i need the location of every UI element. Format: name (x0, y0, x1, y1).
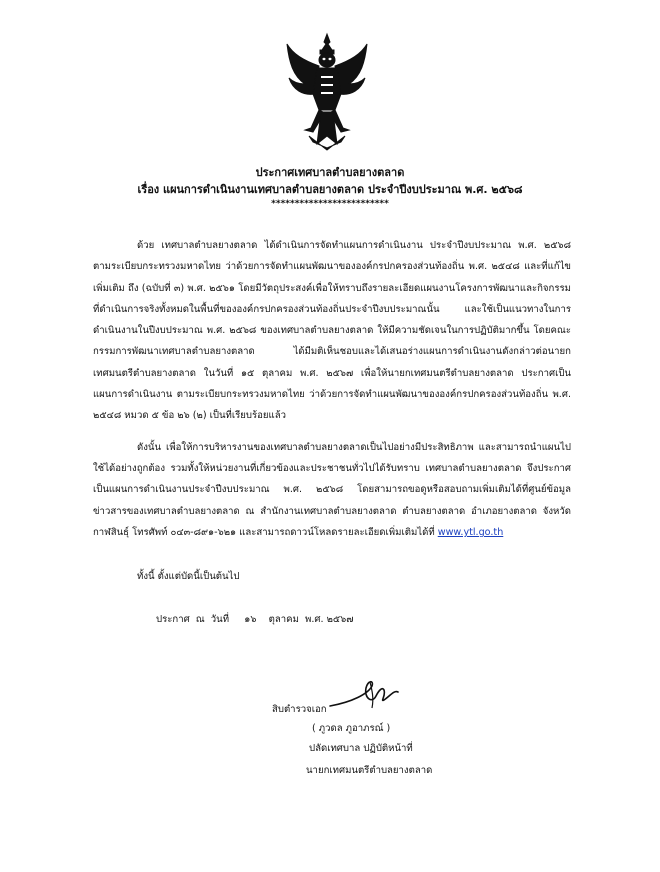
signer-rank: สิบตำรวจเอก (272, 704, 327, 715)
announcement-date: ประกาศ ณ วันที่ ๑๖ ตุลาคม พ.ศ. ๒๕๖๗ (156, 614, 354, 625)
garuda-emblem-icon (283, 32, 371, 152)
separator-line: ************************* (271, 199, 389, 209)
title-block (0, 164, 660, 210)
signer-name: ( ภูวดล ภูอาภรณ์ ) (312, 723, 391, 734)
announcement-title: ประกาศเทศบาลตำบลยางตลาด (255, 166, 405, 179)
effective-statement: ทั้งนี้ ตั้งแต่บัดนี้เป็นต้นไป (137, 571, 240, 582)
announcement-subject: เรื่อง แผนการดำเนินงานเทศบาลตำบลยางตลาด ประจำปีงบประมาณ พ.ศ. ๒๕๖๘ (137, 183, 523, 196)
paragraph-1: ด้วย เทศบาลตำบลยางตลาด ได้ดำเนินการจัดทำแผนการดำเนินงาน ประจำปีงบประมาณ พ.ศ. ๒๕๖๘ ตามระเบียบกระทรวงมหาดไทย ว่าด้วยการจัดทำแผนพัฒนาขององค์กรปกครองส่วนท้องถิ่น พ.ศ. ๒๕๔๘ และที่แก้ไขเพิ่มเติม ถึง (ฉบับที่ ๓) พ.ศ. ๒๕๖๑ โดยมีวัตถุประสงค์เพื่อให้ทราบถึงรายละเอียดแผนงานโครงการพัฒนาและกิจกรรมที่ดำเนินการจริงทั้งหมดในพื้นที่ขององค์กรปกครองส่วนท้องถิ่นประจำปีงบประมาณนั้น และใช้เป็นแนวทางในการดำเนินงานในปีงบประมาณ พ.ศ. ๒๕๖๘ ของเทศบาลตำบลยางตลาด ให้มีความชัดเจนในการปฏิบัติมากขึ้น โดยคณะกรรมการพัฒนาเทศบาลตำบลยางตลาด ได้มีมติเห็นชอบและได้เสนอร่างแผนการดำเนินงานดังกล่าวต่อนายกเทศมนตรีตำบลยางตลาด ในวันที่ ๑๕ ตุลาคม พ.ศ. ๒๕๖๗ เพื่อให้นายกเทศมนตรีตำบลยางตลาด ประกาศเป็นแผนการดำเนินงาน ตามระเบียบกระทรวงมหาดไทย ว่าด้วยการจัดทำแผนพัฒนาขององค์กรปกครองส่วนท้องถิ่น พ.ศ. ๒๕๔๘ หมวด ๕ ข้อ ๒๖ (๒) เป็นที่เรียบร้อยแล้ว (93, 240, 571, 422)
paragraph-2-text: ดังนั้น เพื่อให้การบริหารงานของเทศบาลตำบลยางตลาดเป็นไปอย่างมีประสิทธิภาพ และสามารถนำแผนไปใช้ได้อย่างถูกต้อง รวมทั้งให้หน่วยงานที่เกี่ยวข้องและประชาชนทั่วไปได้รับทราบ เทศบาลตำบลยางตลาด จึงประกาศเป็นแผนการดำเนินงานประจำปีงบประมาณ พ.ศ. ๒๕๖๘ โดยสามารถขอดูหรือสอบถามเพิ่มเติมได้ที่ศูนย์ข้อมูลข่าวสารของเทศบาลตำบลยางตลาด ณ สำนักงานเทศบาลตำบลยางตลาด ตำบลยางตลาด อำเภอยางตลาด จังหวัดกาฬสินธุ์ โทรศัพท์ ๐๔๓-๘๙๑-๖๒๑ และสามารถดาวน์โหลดรายละเอียดเพิ่มเติมได้ที่ (93, 441, 571, 538)
paragraph-2 (93, 437, 571, 543)
signer-position-1: ปลัดเทศบาล ปฏิบัติหน้าที่ (309, 743, 413, 754)
website-link[interactable]: www.ytl.go.th (437, 526, 504, 538)
announcement-body (93, 235, 571, 543)
signer-position-2: นายกเทศมนตรีตำบลยางตลาด (306, 765, 433, 776)
